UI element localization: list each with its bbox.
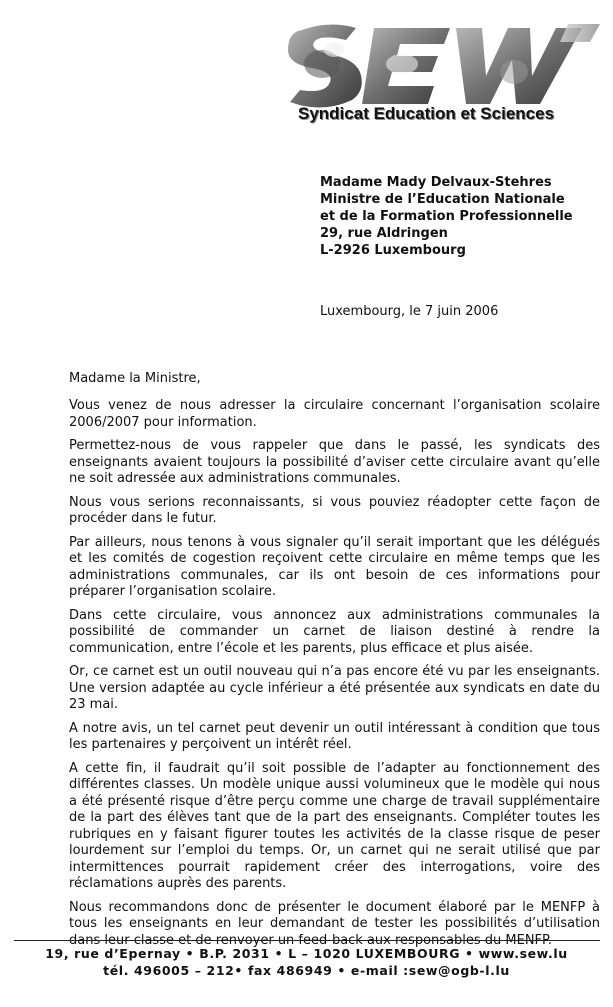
recipient-line: Madame Mady Delvaux-Stehres <box>320 175 552 190</box>
letter-body <box>69 398 600 956</box>
organization-name: Syndicat Education et Sciences <box>298 104 555 123</box>
recipient-address <box>320 174 573 259</box>
paragraph: Nous vous serions reconnaissants, si vous pouviez réadopter cette façon de procéder dans le futur. <box>69 494 600 526</box>
paragraph: Par ailleurs, nous tenons à vous signaler qu’il serait important que les délégués et les comités de cogestion reçoivent cette circulaire en même temps que les administrations communales, car ils ont besoin de ces informations pour préparer l’organisation scolaire. <box>69 534 600 599</box>
recipient-line: et de la Formation Professionnelle <box>320 209 573 224</box>
sew-logo <box>282 20 612 112</box>
recipient-line: Ministre de l’Education Nationale <box>320 192 565 207</box>
recipient-line: L-2926 Luxembourg <box>320 243 466 258</box>
paragraph: Permettez-nous de vous rappeler que dans le passé, les syndicats des enseignants avaient toujours la possibilité d’aviser cette circulaire avant qu’elle ne soit adressée aux administrations communales. <box>69 438 600 486</box>
paragraph: A cette fin, il faudrait qu’il soit possible de l’adapter au fonctionnement des différentes classes. Un modèle unique aussi volumineux que le modèle qui nous a été présenté risque d’être perçu comme une charge de travail supplémentaire de la part des élèves tant que de la part des enseignants. Compléter toutes les rubriques en y faisant figurer toutes les activités de la classe risque de peser lourdement sur l’emploi du temps. Or, un carnet qui ne serait utilisé que par intermittences pourrait rapidement créer des interrogations, voire des réclamations auprès des parents. <box>69 760 600 891</box>
footer <box>0 945 613 979</box>
salutation: Madame la Ministre, <box>69 371 201 386</box>
paragraph: A notre avis, un tel carnet peut devenir un outil intéressant à condition que tous les partenaires y perçoivent un intérêt réel. <box>69 720 600 752</box>
paragraph: Or, ce carnet est un outil nouveau qui n’a pas encore été vu par les enseignants. Une version adaptée au cycle inférieur a été présentée aux syndicats en date du 23 mai. <box>69 664 600 712</box>
paragraph: Nous recommandons donc de présenter le document élaboré par le MENFP à tous les enseignants en leur demandant de tester les possibilités d’utilisation dans leur classe et de renvoyer un feed-back aux responsables du MENFP. <box>69 899 600 948</box>
paragraph: Vous venez de nous adresser la circulaire concernant l’organisation scolaire 2006/2007 pour information. <box>69 398 600 430</box>
footer-divider <box>14 940 600 941</box>
footer-address: 19, rue d’Epernay • B.P. 2031 • L – 1020 LUXEMBOURG • www.sew.lu <box>45 946 568 961</box>
footer-contact: tél. 496005 – 212• fax 486949 • e-mail :sew@ogb-l.lu <box>103 963 510 978</box>
letter-date: Luxembourg, le 7 juin 2006 <box>320 304 499 319</box>
paragraph: Dans cette circulaire, vous annoncez aux administrations communales la possibilité de commander un carnet de liaison destiné à rendre la communication, entre l’école et les parents, plus efficace et plus aisée. <box>69 607 600 656</box>
recipient-line: 29, rue Aldringen <box>320 226 448 241</box>
